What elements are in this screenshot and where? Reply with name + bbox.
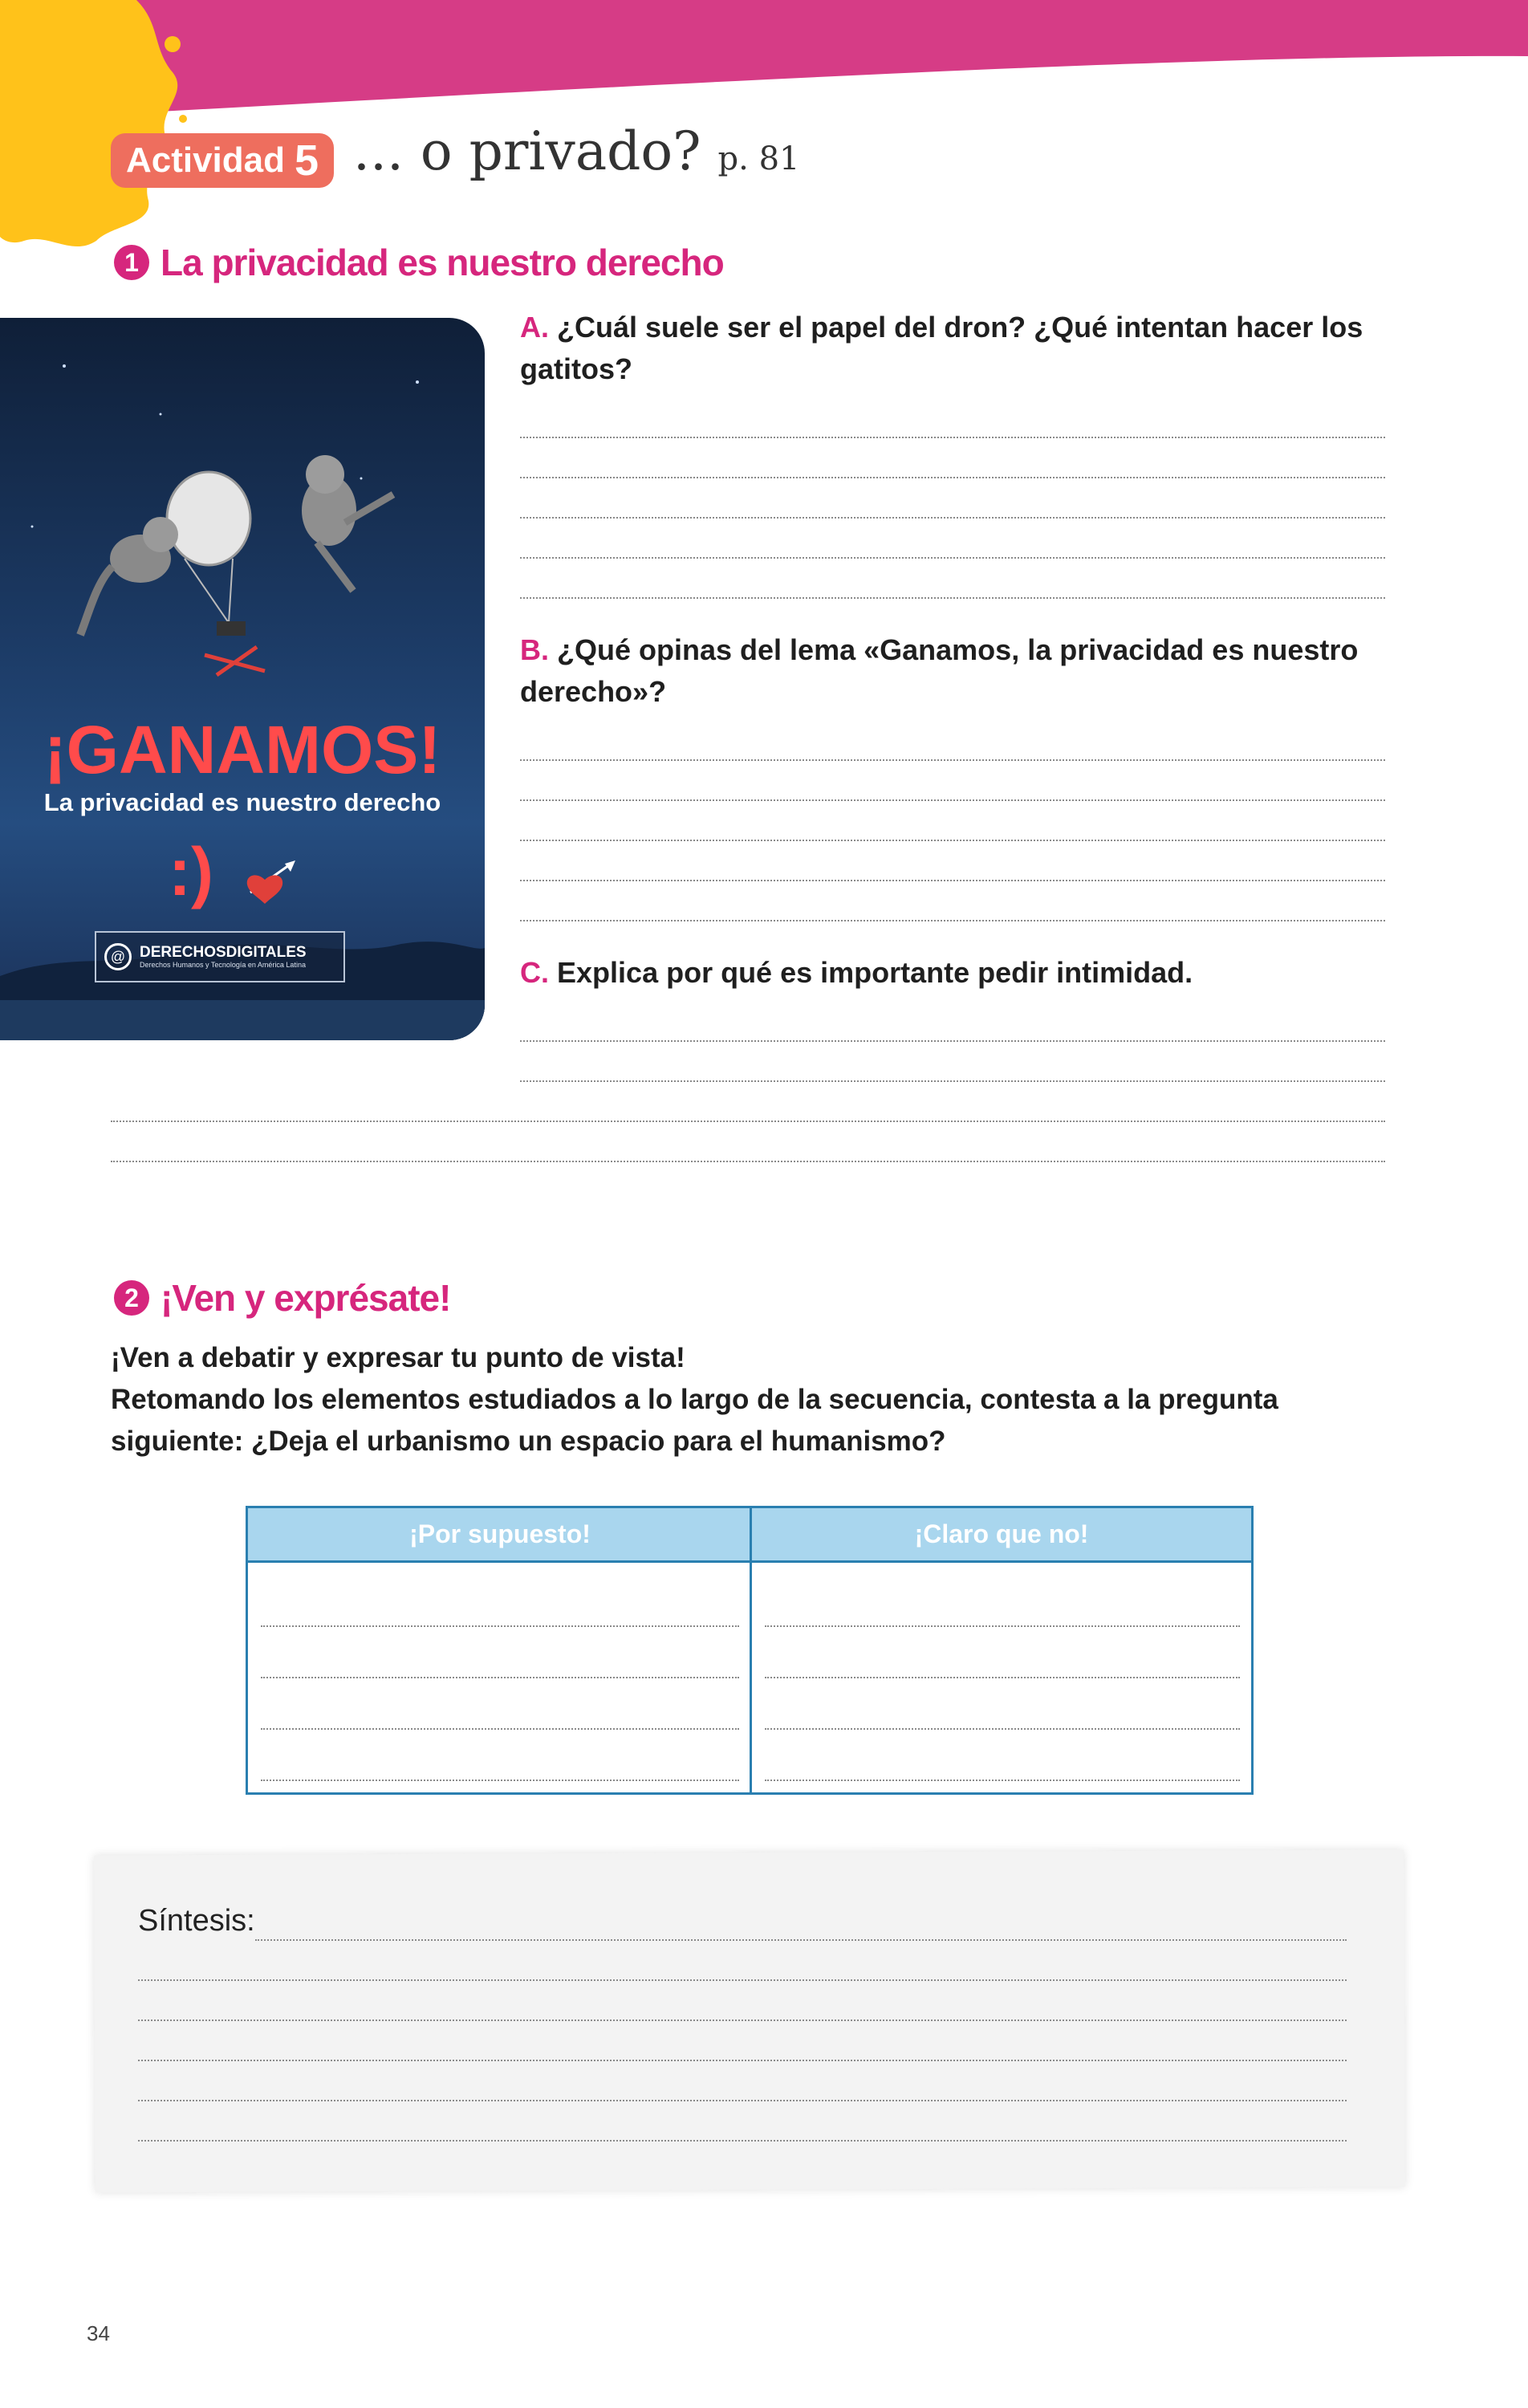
synthesis-line[interactable]: [138, 1979, 1347, 1981]
column-header-no: ¡Claro que no!: [752, 1508, 1251, 1563]
section-2-intro: ¡Ven a debatir y expresar tu punto de vista!: [111, 1342, 685, 1373]
poster-emoticon: :): [169, 834, 213, 909]
at-sign-icon: @: [104, 943, 132, 970]
poster-logo: [95, 931, 345, 982]
answer-line[interactable]: [111, 1121, 1385, 1122]
answer-line[interactable]: [111, 1161, 1385, 1162]
column-divider: [750, 1508, 752, 1792]
answer-line[interactable]: [520, 920, 1385, 921]
synthesis-line[interactable]: [255, 1939, 1347, 1941]
question-c-letter: C.: [520, 956, 549, 989]
question-b: [520, 629, 1403, 713]
synthesis-line[interactable]: [138, 2020, 1347, 2021]
answer-line[interactable]: [520, 597, 1385, 599]
poster-logo-text: [140, 945, 307, 970]
table-answer-line[interactable]: [765, 1728, 1240, 1730]
question-c-text: Explica por qué es importante pedir intimidad.: [557, 956, 1193, 989]
question-a-letter: A.: [520, 311, 549, 344]
synthesis-line[interactable]: [138, 2060, 1347, 2061]
answer-line[interactable]: [520, 759, 1385, 761]
table-answer-line[interactable]: [261, 1677, 739, 1678]
table-answer-line[interactable]: [765, 1780, 1240, 1781]
synthesis-line[interactable]: [138, 2140, 1347, 2142]
answer-line[interactable]: [520, 840, 1385, 841]
table-answer-line[interactable]: [261, 1728, 739, 1730]
answer-line[interactable]: [520, 477, 1385, 478]
section-1-title: La privacidad es nuestro derecho: [161, 242, 724, 283]
answer-line[interactable]: [520, 437, 1385, 438]
table-answer-line[interactable]: [765, 1677, 1240, 1678]
campaign-poster: [0, 318, 485, 1040]
page-reference: p. 81: [717, 140, 800, 177]
question-b-letter: B.: [520, 633, 549, 666]
section-2-prompt: Retomando los elementos estudiados a lo largo de la secuencia, contesta a la pregunta siguiente: ¿Deja el urbanismo un espacio para el humanismo?: [111, 1384, 1278, 1457]
answer-line[interactable]: [520, 557, 1385, 559]
question-b-text: ¿Qué opinas del lema «Ganamos, la privacidad es nuestro derecho»?: [520, 633, 1359, 708]
section-1-number: 1: [114, 245, 149, 280]
debate-table: [246, 1506, 1254, 1795]
poster-headline: ¡GANAMOS!: [43, 712, 441, 787]
section-2-instructions: [111, 1337, 1411, 1462]
synthesis-label: Síntesis:: [138, 1904, 255, 1938]
answer-line[interactable]: [520, 517, 1385, 519]
section-2-number: 2: [114, 1280, 149, 1316]
synthesis-line[interactable]: [138, 2100, 1347, 2101]
table-answer-line[interactable]: [261, 1625, 739, 1627]
poster-logo-name: DERECHOSDIGITALES: [140, 943, 307, 961]
question-c: [520, 952, 1403, 994]
answer-line[interactable]: [520, 880, 1385, 881]
activity-label: Actividad: [125, 140, 285, 180]
page-number: 34: [87, 2321, 110, 2345]
poster-subtitle: La privacidad es nuestro derecho: [43, 788, 441, 816]
answer-line[interactable]: [520, 799, 1385, 801]
activity-badge: [111, 133, 334, 188]
section-2-title: ¡Ven y exprésate!: [161, 1277, 451, 1319]
activity-title: [353, 120, 799, 182]
activity-number: 5: [295, 136, 319, 185]
answer-line[interactable]: [520, 1080, 1385, 1082]
question-a-text: ¿Cuál suele ser el papel del dron? ¿Qué intentan hacer los gatitos?: [520, 311, 1363, 385]
question-a: [520, 307, 1403, 390]
poster-logo-tagline: Derechos Humanos y Tecnología en América Latina: [140, 960, 306, 969]
table-answer-line[interactable]: [261, 1780, 739, 1781]
paint-splash-decoration: [0, 0, 193, 249]
header-band: [0, 0, 1528, 120]
section-1-heading: [114, 241, 724, 284]
column-header-yes: ¡Por supuesto!: [248, 1508, 752, 1563]
section-2-heading: [114, 1276, 450, 1320]
activity-title-text: ... o privado?: [353, 120, 701, 182]
table-answer-line[interactable]: [765, 1625, 1240, 1627]
answer-line[interactable]: [520, 1040, 1385, 1042]
